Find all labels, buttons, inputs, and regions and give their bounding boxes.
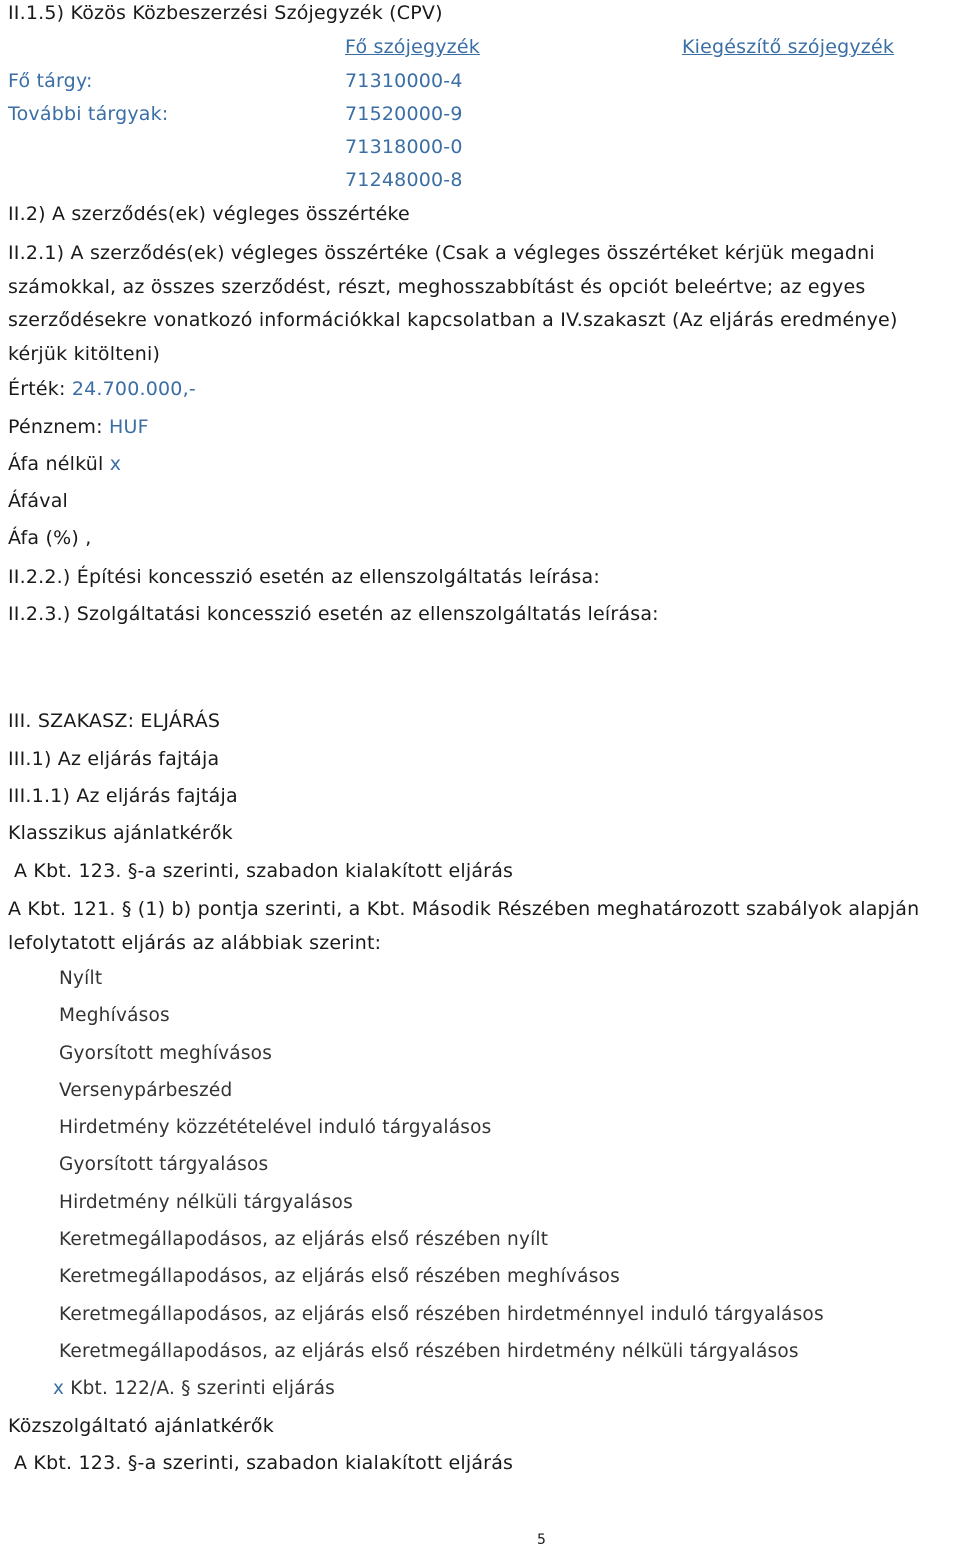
main-object-code: 71310000-4 — [345, 70, 463, 92]
procedure-option: Keretmegállapodásos, az eljárás első részében hirdetménnyel induló tárgyalásos — [59, 1304, 824, 1325]
utility-contracting-label: Közszolgáltató ajánlatkérők — [8, 1415, 274, 1437]
other-object-code: 71248000-8 — [345, 169, 463, 191]
kbt121-paragraph: A Kbt. 121. § (1) b) pontja szerinti, a Kbt. Második Részében meghatározott szabályok alapján lefolytatott eljárás az alábbiak szerint: — [8, 898, 920, 954]
main-object-label: Fő tárgy: — [8, 70, 93, 92]
procedure-option: Meghívásos — [59, 1005, 170, 1026]
procedure-option: Versenypárbeszéd — [59, 1080, 233, 1101]
kbt123-label: A Kbt. 123. §-a szerinti, szabadon kialakított eljárás — [14, 860, 514, 882]
procedure-option: Gyorsított meghívásos — [59, 1043, 273, 1064]
other-object-code: 71318000-0 — [345, 136, 463, 158]
procedure-option: Nyílt — [59, 968, 103, 989]
procedure-option: Hirdetmény közzétételével induló tárgyalásos — [59, 1117, 492, 1138]
section3-1-heading: III.1) Az eljárás fajtája — [8, 748, 220, 770]
procedure-option: Keretmegállapodásos, az eljárás első részében nyílt — [59, 1229, 549, 1250]
cpv-heading: II.1.5) Közös Közbeszerzési Szójegyzék (CPV) — [8, 2, 443, 24]
vat-excluded-mark: x — [109, 453, 122, 475]
page-number: 5 — [537, 1532, 547, 1548]
vat-percent-label: Áfa (%) , — [8, 527, 92, 549]
currency-label: Pénznem: — [8, 416, 103, 438]
procedure-option: Gyorsított tárgyalásos — [59, 1154, 269, 1175]
currency-row — [8, 416, 149, 438]
vat-excluded-row — [8, 453, 121, 475]
section3-1-1-heading: III.1.1) Az eljárás fajtája — [8, 785, 238, 807]
vat-excluded-label: Áfa nélkül — [8, 453, 104, 475]
procedure-option: Keretmegállapodásos, az eljárás első részében meghívásos — [59, 1266, 620, 1287]
classic-contracting-label: Klasszikus ajánlatkérők — [8, 822, 233, 844]
supplementary-vocabulary-header: Kiegészítő szójegyzék — [682, 36, 895, 58]
other-objects-label: További tárgyak: — [8, 103, 169, 125]
value-row — [8, 378, 196, 400]
kbt122-row — [53, 1378, 335, 1399]
currency-value: HUF — [108, 416, 149, 438]
other-object-code: 71520000-9 — [345, 103, 463, 125]
kbt122-mark: x — [53, 1378, 65, 1399]
final-value-paragraph: II.2.1) A szerződés(ek) végleges összértéke (Csak a végleges összértéket kérjük megadni számokkal, az összes szerződést, részt, meghosszabbítást és opciót beleértve; az egyes szerződésekre vonatkozó információkkal kapcsolatban a IV.szakaszt (Az eljárás eredménye) kérjük kitölteni) — [8, 242, 898, 365]
service-concession-label: II.2.3.) Szolgáltatási koncesszió esetén az ellenszolgáltatás leírása: — [8, 603, 659, 625]
kbt122-label: Kbt. 122/A. § szerinti eljárás — [70, 1378, 335, 1399]
main-vocabulary-header: Fő szójegyzék — [345, 36, 480, 58]
section3-title: III. SZAKASZ: ELJÁRÁS — [8, 710, 221, 732]
value-amount: 24.700.000,- — [71, 378, 196, 400]
final-value-heading: II.2) A szerződés(ek) végleges összértéke — [8, 203, 410, 225]
value-label: Érték: — [8, 378, 66, 400]
works-concession-label: II.2.2.) Építési koncesszió esetén az ellenszolgáltatás leírása: — [8, 566, 600, 588]
procedure-option: Keretmegállapodásos, az eljárás első részében hirdetmény nélküli tárgyalásos — [59, 1341, 799, 1362]
utility-kbt123-label: A Kbt. 123. §-a szerinti, szabadon kialakított eljárás — [14, 1452, 514, 1474]
vat-included-label: Áfával — [8, 490, 69, 512]
procedure-option: Hirdetmény nélküli tárgyalásos — [59, 1192, 353, 1213]
